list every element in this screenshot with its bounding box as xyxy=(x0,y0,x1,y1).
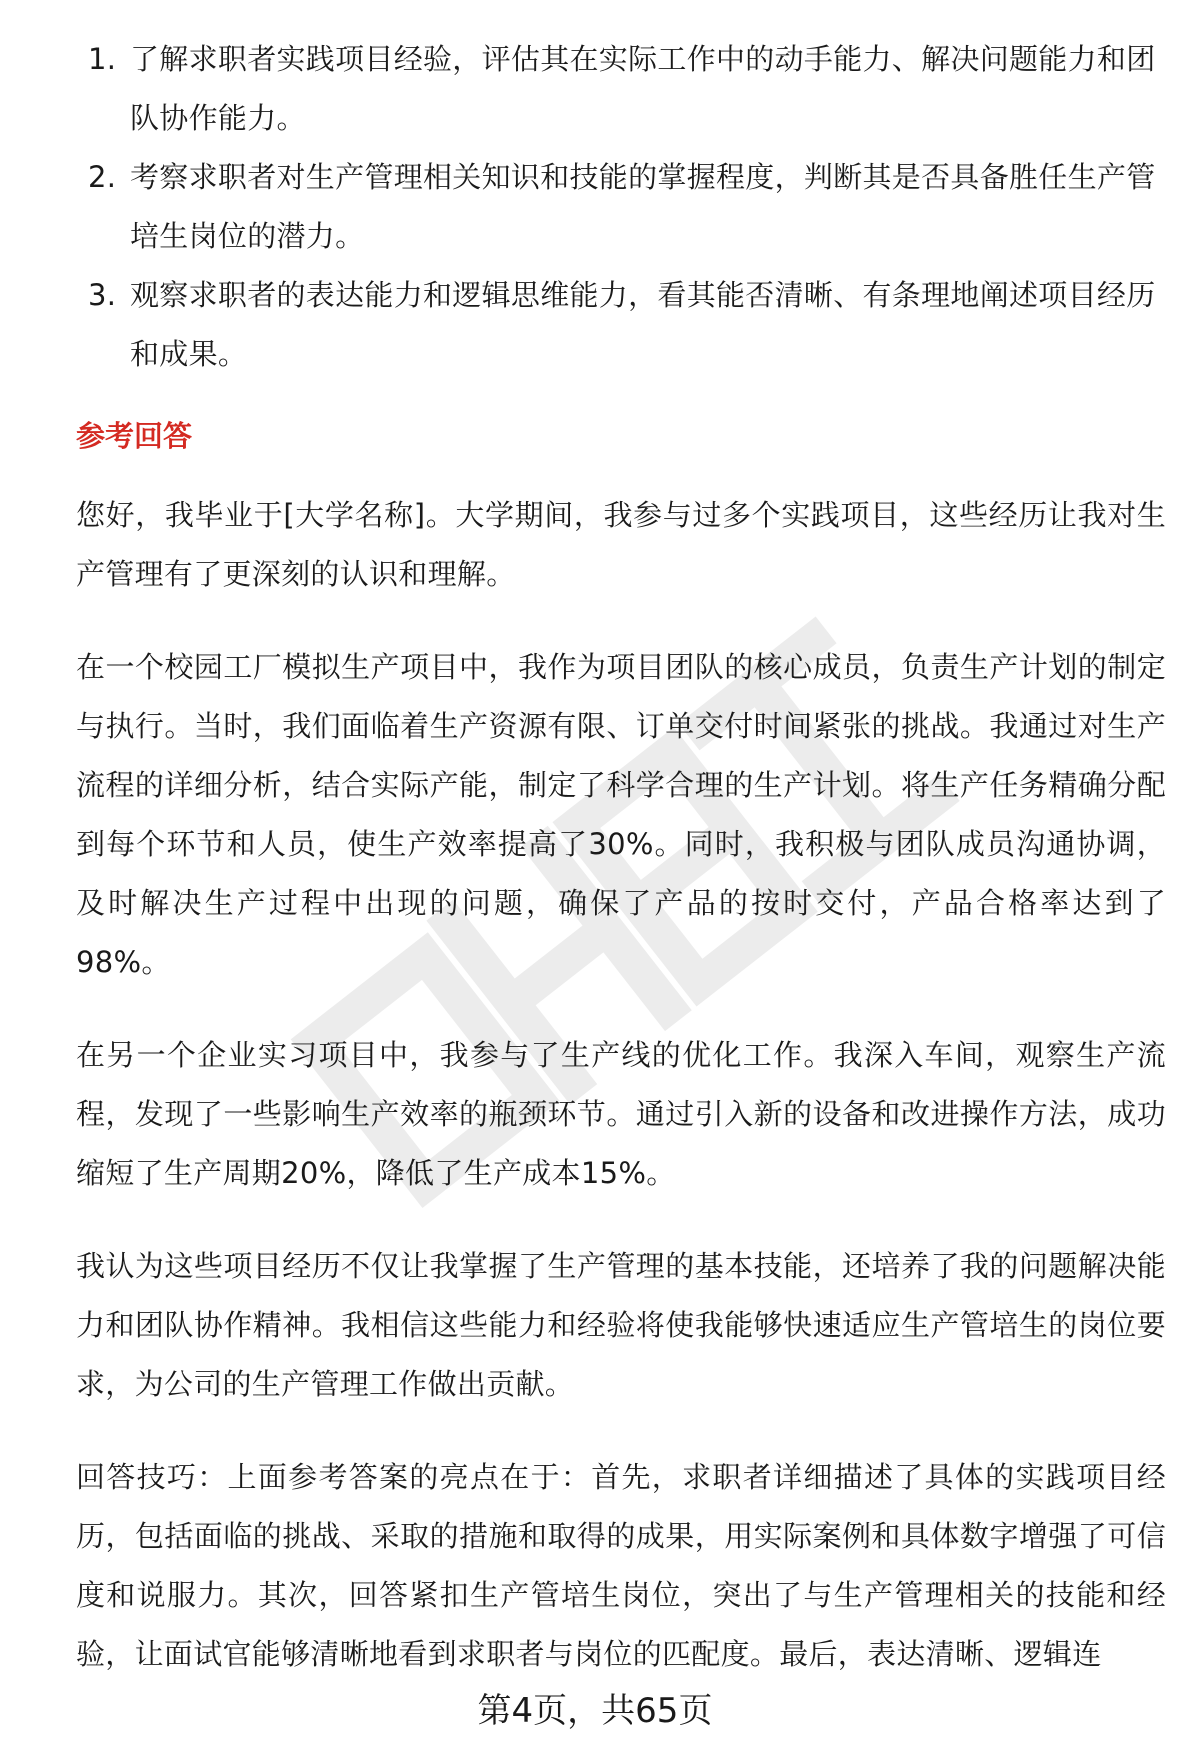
list-number: 3. xyxy=(88,278,117,312)
paragraph-project-two: 在另一个企业实习项目中，我参与了生产线的优化工作。我深入车间，观察生产流程，发现了一些影响生产效率的瓶颈环节。通过引入新的设备和改进操作方法，成功缩短了生产周期20%，降低了生产成本15%。 xyxy=(76,1038,1166,1190)
paragraph-intro: 您好，我毕业于[大学名称]。大学期间，我参与过多个实践项目，这些经历让我对生产管理有了更深刻的认识和理解。 xyxy=(76,498,1166,591)
document-content xyxy=(76,30,1166,1718)
paragraph-answer-tips: 回答技巧：上面参考答案的亮点在于：首先，求职者详细描述了具体的实践项目经历，包括面临的挑战、采取的措施和取得的成果，用实际案例和具体数字增强了可信度和说服力。其次，回答紧扣生产管培生岗位，突出了与生产管理相关的技能和经验，让面试官能够清晰地看到求职者与岗位的匹配度。最后，表达清晰、逻辑连 xyxy=(76,1460,1166,1671)
paragraph-conclusion: 我认为这些项目经历不仅让我掌握了生产管理的基本技能，还培养了我的问题解决能力和团队协作精神。我相信这些能力和经验将使我能够快速适应生产管培生的岗位要求，为公司的生产管理工作做出贡献。 xyxy=(76,1249,1166,1401)
section-heading: 参考回答 xyxy=(76,419,193,453)
list-text: 考察求职者对生产管理相关知识和技能的掌握程度，判断其是否具备胜任生产管培生岗位的潜力。 xyxy=(130,160,1156,253)
list-number: 1. xyxy=(88,42,117,76)
paragraph-project-one: 在一个校园工厂模拟生产项目中，我作为项目团队的核心成员，负责生产计划的制定与执行。当时，我们面临着生产资源有限、订单交付时间紧张的挑战。我通过对生产流程的详细分析，结合实际产能，制定了科学合理的生产计划。将生产任务精确分配到每个环节和人员，使生产效率提高了30%。同时，我积极与团队成员沟通协调，及时解决生产过程中出现的问题，确保了产品的按时交付，产品合格率达到了98%。 xyxy=(76,650,1166,979)
requirements-list xyxy=(76,30,1166,384)
list-number: 2. xyxy=(88,160,117,194)
list-text: 了解求职者实践项目经验，评估其在实际工作中的动手能力、解决问题能力和团队协作能力。 xyxy=(130,42,1156,135)
list-item xyxy=(76,266,1166,384)
list-text: 观察求职者的表达能力和逻辑思维能力，看其能否清晰、有条理地阐述项目经历和成果。 xyxy=(130,278,1156,371)
list-item xyxy=(76,30,1166,148)
list-item xyxy=(76,148,1166,266)
page-number-footer: 第4页，共65页 xyxy=(477,1691,713,1731)
